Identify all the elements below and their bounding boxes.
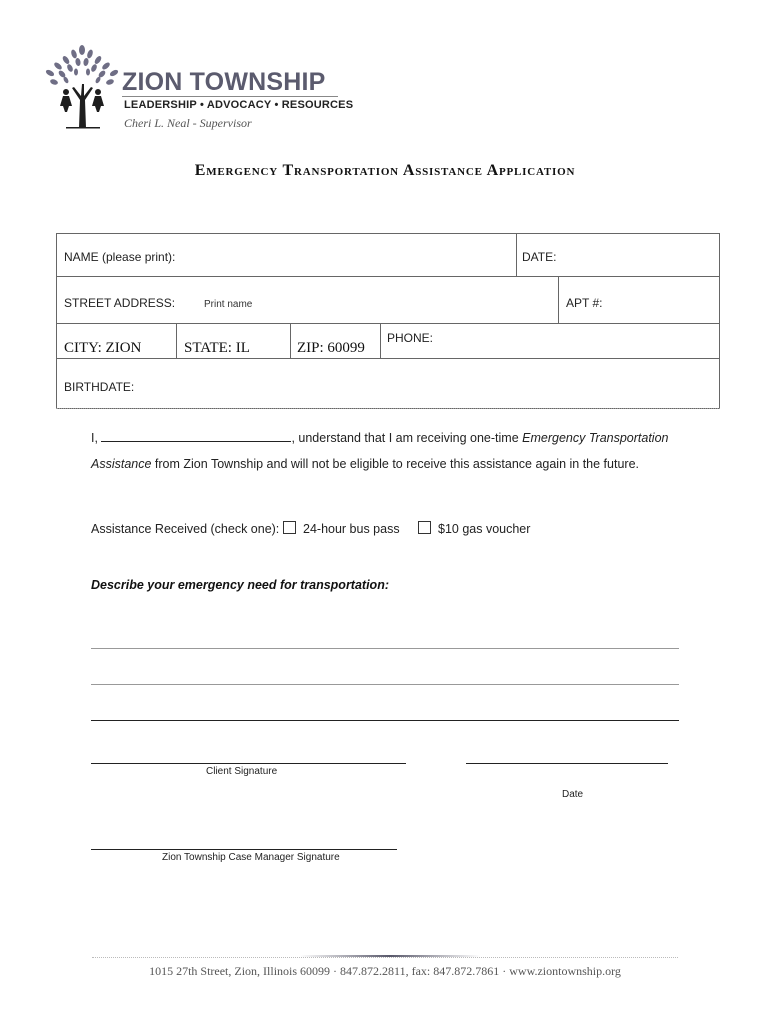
statement-line-1 bbox=[91, 431, 669, 445]
city-field[interactable]: CITY: ZION bbox=[64, 340, 142, 356]
phone-field-label[interactable]: PHONE: bbox=[387, 331, 434, 345]
apt-field-label[interactable]: APT #: bbox=[566, 296, 603, 310]
assistance-label: Assistance Received (check one): bbox=[91, 522, 280, 536]
footer-address: 1015 27th Street, Zion, Illinois 60099 · 847.872.2811, fax: 847.872.7861 · www.ziontownship.org bbox=[149, 964, 621, 978]
statement-italic-2: Assistance bbox=[91, 457, 152, 471]
state-field[interactable]: STATE: IL bbox=[184, 340, 250, 356]
date-signature-line[interactable] bbox=[466, 763, 668, 764]
tree-logo-icon bbox=[36, 40, 128, 132]
date-caption: Date bbox=[562, 789, 584, 800]
describe-line-3[interactable] bbox=[91, 720, 679, 721]
statement-line-2 bbox=[91, 457, 639, 471]
describe-line-1[interactable] bbox=[91, 648, 679, 649]
table-col-divider bbox=[176, 323, 177, 358]
statement-rest: from Zion Township and will not be eligible to receive this assistance again in the future. bbox=[151, 457, 639, 471]
describe-need-label: Describe your emergency need for transportation: bbox=[91, 578, 389, 592]
date-field-label[interactable]: DATE: bbox=[522, 250, 557, 264]
table-col-divider bbox=[290, 323, 291, 358]
org-name: ZION TOWNSHIP bbox=[122, 68, 326, 96]
client-signature-caption: Client Signature bbox=[206, 766, 278, 777]
print-name-note: Print name bbox=[204, 299, 253, 310]
case-manager-signature-caption: Zion Township Case Manager Signature bbox=[162, 852, 340, 863]
name-field-label[interactable]: NAME (please print): bbox=[64, 250, 176, 264]
gas-voucher-option-label: $10 gas voucher bbox=[438, 522, 531, 536]
table-row-divider bbox=[57, 358, 719, 359]
form-title: Emergency Transportation Assistance Application bbox=[194, 162, 576, 179]
table-row-divider bbox=[57, 323, 719, 324]
applicant-info-table bbox=[56, 233, 720, 409]
statement-prefix: I, bbox=[91, 431, 98, 445]
org-tagline: LEADERSHIP • ADVOCACY • RESOURCES bbox=[124, 99, 354, 111]
bus-pass-option-label: 24-hour bus pass bbox=[303, 522, 400, 536]
statement-middle: , understand that I am receiving one-time bbox=[291, 431, 523, 445]
table-row-divider bbox=[57, 276, 719, 277]
table-col-divider bbox=[380, 323, 381, 358]
zip-field[interactable]: ZIP: 60099 bbox=[297, 340, 365, 356]
describe-line-2[interactable] bbox=[91, 684, 679, 685]
statement-name-blank[interactable] bbox=[101, 431, 291, 442]
statement-italic-1: Emergency Transportation bbox=[522, 431, 669, 445]
bus-pass-checkbox[interactable] bbox=[283, 521, 296, 534]
org-supervisor: Cheri L. Neal - Supervisor bbox=[124, 116, 252, 130]
table-bottom-border bbox=[56, 408, 720, 409]
client-signature-line[interactable] bbox=[91, 763, 406, 764]
footer-accent bbox=[300, 955, 480, 957]
birthdate-field-label[interactable]: BIRTHDATE: bbox=[64, 380, 135, 394]
table-col-divider bbox=[558, 276, 559, 323]
org-divider bbox=[122, 96, 338, 97]
case-manager-signature-line[interactable] bbox=[91, 849, 397, 850]
gas-voucher-checkbox[interactable] bbox=[418, 521, 431, 534]
street-address-field-label[interactable]: STREET ADDRESS: bbox=[64, 296, 176, 310]
footer-divider bbox=[92, 957, 678, 959]
table-col-divider bbox=[516, 234, 517, 276]
